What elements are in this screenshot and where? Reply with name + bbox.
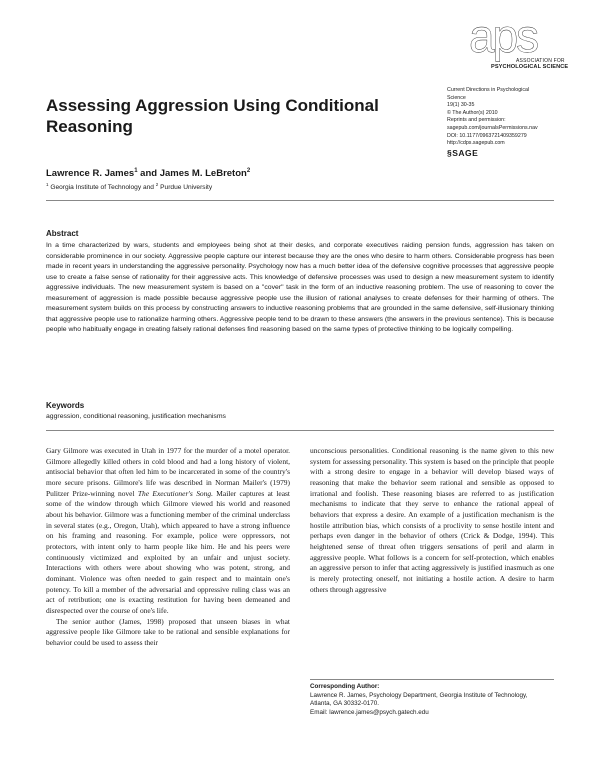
sage-logo: §SAGE bbox=[447, 147, 479, 158]
abstract-heading: Abstract bbox=[46, 229, 79, 238]
article-title: Assessing Aggression Using Conditional Reasoning bbox=[46, 96, 379, 136]
logo-line-2: PSYCHOLOGICAL SCIENCE bbox=[491, 64, 569, 70]
corresponding-author: Corresponding Author: Lawrence R. James, Psychology Department, Georgia Institute of Technology, Atlanta, GA 30332-0170. Email: lawrence.james@psych.gatech.edu bbox=[310, 683, 554, 717]
divider bbox=[310, 679, 554, 680]
body-column-left bbox=[46, 446, 290, 648]
meta-volume: 19(1) 30-35 bbox=[447, 102, 475, 109]
abstract-text: In a time characterized by wars, students and employees being shot at their desks, and corporate executives raiding pension funds, aggression has taken on considerable prominence in our society. Aggressive people capture our interest because they are the ones who desire to harm others. Considerable progress has been made in recent years in understanding the aggressive personality. Psychology now has a much better idea of the defensive cognitive processes that aggressive people use to create a false sense of rationality for their aggressive acts. This knowledge of defensive processes was used to design a new measurement system to identify aggressive individuals. The new measurement system is based on a "cover" task in the form of an inductive reasoning problem. The use of reasoning to cover the measurement of aggression is made possible because aggressive people use the illusion of rational analyses to create defenses for their harming of others. The measurement system builds on this process by constructing answers to inductive reasoning problems that are grounded in the same defensive, self-illusionary thinking that aggressive people use to rationalize harming others. Aggressive people tend to be drawn to these answers (the answers in the previous sentence). This is because people who habitually engage in creating falsely rational defenses find reasoning based on the same types of protective thinking to be logically compelling. bbox=[46, 242, 554, 333]
sage-icon: § bbox=[447, 147, 453, 158]
meta-doi[interactable]: DOI: 10.1177/0963721409359279 bbox=[447, 132, 527, 139]
divider bbox=[46, 200, 554, 201]
meta-journal-1: Current Directions in Psychological bbox=[447, 87, 530, 93]
body-column-right bbox=[310, 446, 554, 595]
logo-line-1: ASSOCIATION FOR bbox=[516, 58, 565, 64]
divider bbox=[46, 430, 554, 431]
author-2: James M. LeBreton bbox=[159, 168, 247, 180]
paragraph: unconscious personalities. Conditional reasoning is the name given to this new system for assessing personality. This system is based on the principle that people with a strong desire to engage in a behavior will develop biased ways of reasoning that make the behavior seem rational and sensible as opposed to irrational and foolish. These reasoning biases are referred to as justification mechanisms to indicate that they serve to enhance the rational appeal of behaviors that express a desire. An example of a justification mechanism is the hostile attribution bias, which consists of a proclivity to sense hostile intent and perhaps even danger in the behavior of others (Crick & Dodge, 1994). This heightened sense of threat often triggers sensations of peril and alarm in aggressive people. What follows is a concern for self-protection, which enables an aggressive person to infer that acting aggressively is justified inasmuch as one is merely protecting oneself, not initiating a hostile action. A desire to harm others through aggressive bbox=[310, 446, 554, 594]
journal-meta bbox=[447, 87, 587, 157]
logo-wordmark: aps bbox=[469, 10, 538, 62]
author-1: Lawrence R. James bbox=[46, 168, 135, 180]
meta-reprints: Reprints and permission: bbox=[447, 117, 506, 124]
affiliations: $^1$ Georgia Institute of Technology and $^2$ Purdue University bbox=[46, 182, 213, 192]
email-link[interactable]: Email: lawrence.james@psych.gatech.edu bbox=[310, 708, 429, 716]
paragraph: Gary Gilmore was executed in Utah in 1977 for the murder of a motel operator. Gilmore allegedly killed others in cold blood and had a long history of violent, antisocial behavior that often led him to be incarcerated in some of the country's more secure prisons. Gilmore's life was described in Norman Mailer's (1979) Pulitzer Prize-winning novel The Executioner's Song. Mailer captures at least some of the window through which Gilmore viewed his world and reasoned about his behavior. Gilmore was a functioning member of the criminal underclass in several states (e.g., Oregon, Utah), which appeared to have a strong influence on his framing and reasoning. For example, police were oppressors, not protectors, with intent only to harm people like him. He and his peers were continuously victimized and exploited by an unfair and unjust society. Interactions with others were about showing who was potent, strong, and dominant. Violence was often needed to gain respect and to maintain one's potency. To kill a member of the adversarial and oppressive ruling class was an act of retribution; one is exacting restitution for having been demeaned and disrespected over the course of one's life. bbox=[46, 446, 290, 615]
paragraph: The senior author (James, 1998) proposed that unseen biases in what aggressive people like Gilmore take to be rational and sensible explanations for behavior could be used to assess their bbox=[46, 616, 290, 647]
keywords-heading: Keywords bbox=[46, 401, 85, 410]
authors: Lawrence R. James$^1$ and James M. LeBreton$^2$ bbox=[46, 168, 251, 180]
corresponding-heading: Corresponding Author: bbox=[310, 683, 380, 690]
meta-copyright: © The Author(s) 2010 bbox=[447, 109, 498, 116]
keywords-text: aggression, conditional reasoning, justification mechanisms bbox=[46, 413, 226, 420]
meta-permissions-link[interactable]: sagepub.com/journalsPermissions.nav bbox=[447, 124, 538, 131]
book-title: The Executioner's Song. bbox=[137, 488, 213, 498]
meta-url[interactable]: http://cdps.sagepub.com bbox=[447, 140, 505, 147]
meta-journal-2: Science bbox=[447, 94, 466, 101]
aps-logo bbox=[469, 10, 579, 70]
